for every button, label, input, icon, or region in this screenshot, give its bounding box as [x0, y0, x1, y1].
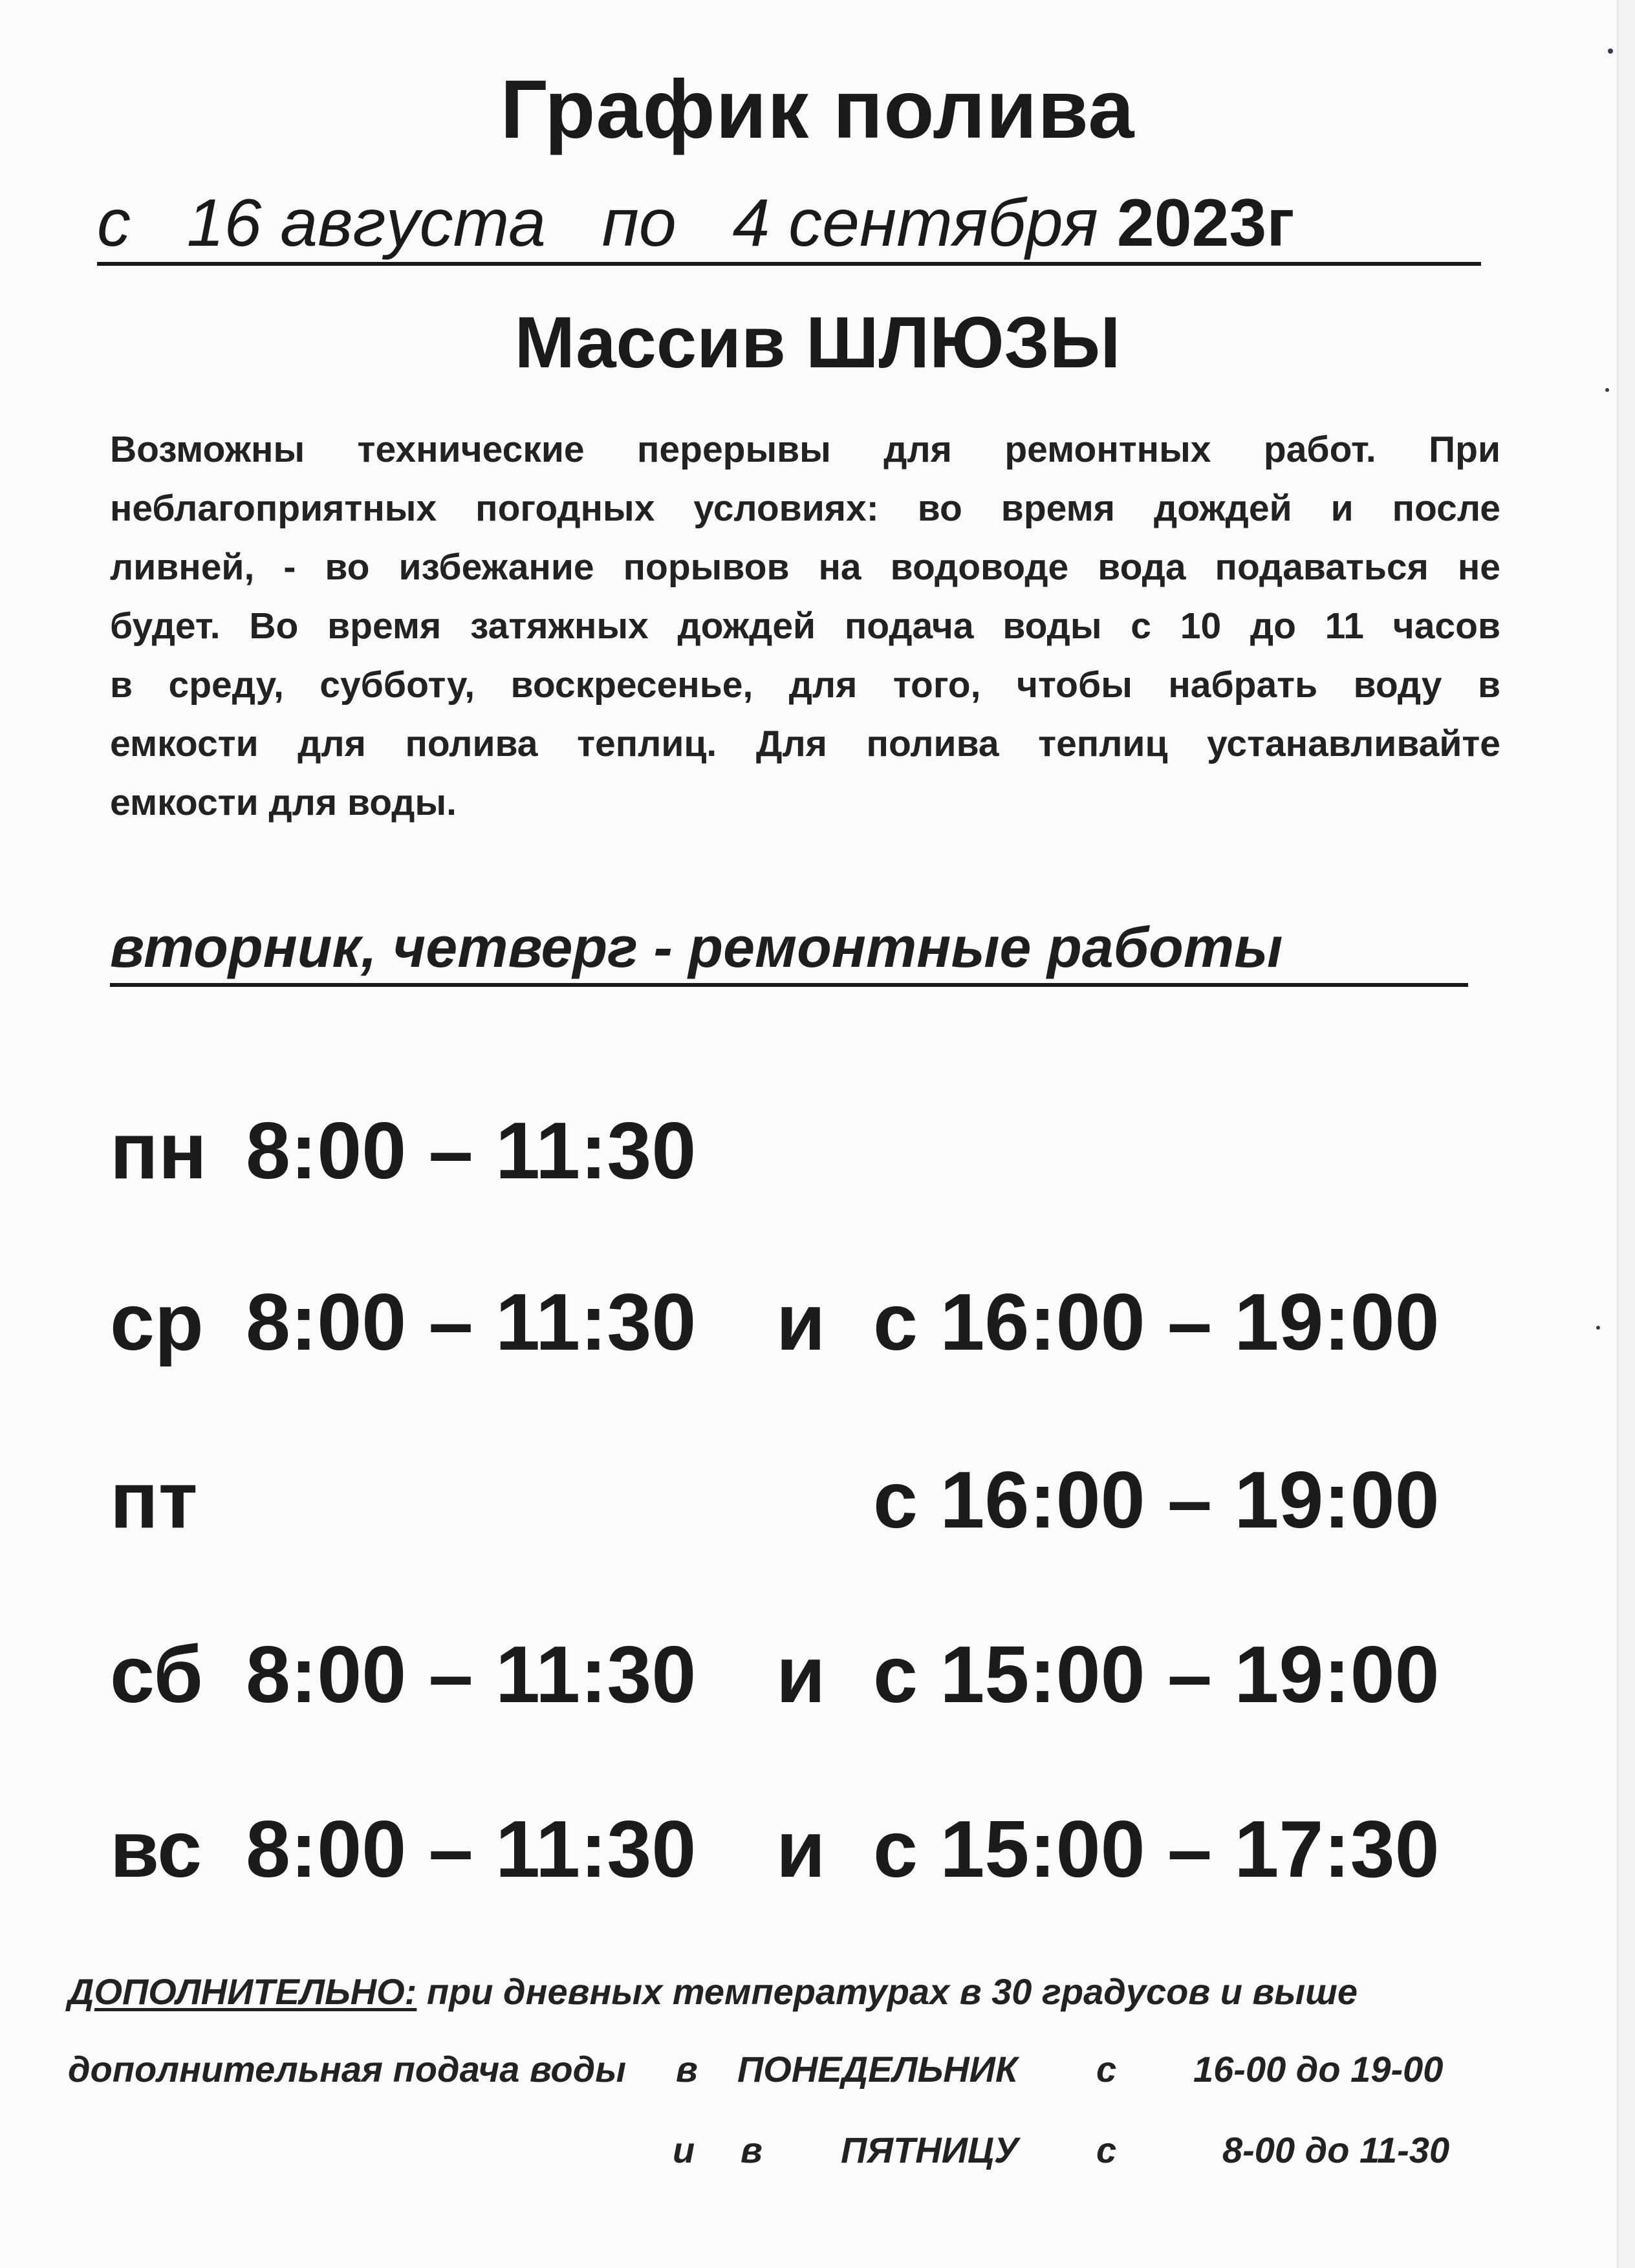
schedule-morning: 8:00 – 11:30 — [246, 1805, 697, 1894]
notice-paragraph — [110, 420, 1500, 832]
extra-label: ДОПОЛНИТЕЛЬНО: — [68, 1971, 417, 2012]
extra-line-1 — [68, 1969, 1358, 2014]
schedule-day: пт — [110, 1456, 198, 1545]
extra-and: и — [673, 2130, 695, 2170]
repair-days-heading: вторник, четверг - ремонтные работы — [110, 912, 1468, 987]
notice-line: Возможны технические перерывы для ремонтных работ. При — [110, 429, 1500, 470]
extra-from: с — [1096, 2130, 1117, 2170]
schedule-row-wed — [110, 1277, 1440, 1368]
schedule-row-fri — [110, 1455, 1440, 1546]
date-middle: по — [601, 186, 677, 261]
extra-day-friday: ПЯТНИЦУ — [841, 2130, 1019, 2170]
schedule-evening: с 16:00 – 19:00 — [873, 1456, 1440, 1545]
schedule-day: вс — [110, 1805, 202, 1894]
extra-line-2 — [68, 2047, 1458, 2092]
schedule-day: пн — [110, 1107, 207, 1196]
schedule-morning: 8:00 – 11:30 — [246, 1107, 697, 1196]
extra-text: дополнительная подача воды — [68, 2049, 627, 2090]
schedule-and: и — [776, 1278, 826, 1367]
schedule-morning: 8:00 – 11:30 — [246, 1630, 697, 1720]
extra-conditions: при дневных температурах в 30 градусов и выше — [426, 1971, 1358, 2012]
extra-time: 8-00 до 11-30 — [1222, 2130, 1450, 2170]
schedule-evening: с 15:00 – 19:00 — [873, 1630, 1440, 1720]
schedule-day: сб — [110, 1630, 203, 1720]
notice-line: неблагоприятных погодных условиях: во время дождей и после — [110, 488, 1500, 529]
date-to: 4 сентября — [732, 186, 1098, 261]
schedule-day: ср — [110, 1278, 204, 1367]
extra-time: 16-00 до 19-00 — [1193, 2049, 1444, 2090]
date-prefix: с — [97, 186, 131, 261]
schedule-and: и — [776, 1805, 826, 1894]
date-range — [97, 184, 1481, 266]
notice-line: в среду, субботу, воскресенье, для того, чтобы набрать воду в — [110, 664, 1500, 706]
schedule-morning: 8:00 – 11:30 — [246, 1278, 697, 1367]
notice-line: емкости для полива теплиц. Для полива теплиц устанавливайте — [110, 723, 1500, 764]
schedule-row-sat — [110, 1630, 1440, 1720]
scan-speck — [1608, 49, 1613, 54]
notice-line: ливней, - во избежание порывов на водоводе вода подаваться не — [110, 546, 1500, 588]
page-title: График полива — [500, 63, 1135, 156]
date-from: 16 августа — [186, 186, 546, 261]
scan-speck — [1596, 1326, 1600, 1330]
extra-in: в — [676, 2049, 698, 2090]
area-title: Массив ШЛЮЗЫ — [514, 302, 1121, 383]
extra-day-monday: ПОНЕДЕЛЬНИК — [737, 2049, 1018, 2090]
notice-line: емкости для воды. — [110, 782, 457, 823]
notice-line: будет. Во время затяжных дождей подача воды с 10 до 11 часов — [110, 605, 1500, 647]
date-year: 2023г — [1116, 186, 1295, 261]
extra-from: с — [1096, 2049, 1117, 2090]
schedule-row-sun — [110, 1804, 1440, 1895]
scan-speck — [1605, 388, 1609, 392]
schedule-row-mon — [110, 1106, 696, 1196]
extra-in: в — [741, 2130, 763, 2170]
schedule-evening: с 16:00 – 19:00 — [873, 1278, 1440, 1367]
schedule-and: и — [776, 1630, 826, 1720]
schedule-evening: с 15:00 – 17:30 — [873, 1805, 1440, 1894]
